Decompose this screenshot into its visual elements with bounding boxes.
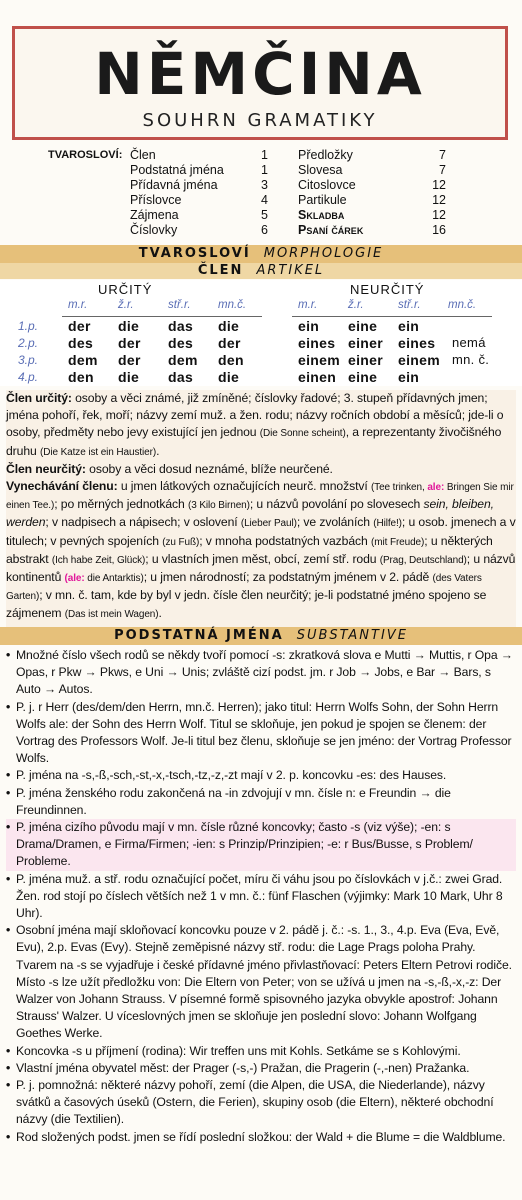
article-cell: ein (398, 318, 420, 334)
example: (Tee trinken, (370, 482, 425, 494)
article-cell: des (168, 335, 194, 351)
band-czech: PODSTATNÁ JMÉNA (114, 628, 284, 643)
rule-item: • P. jména cizího původu mají v mn. čísle různé koncovky; často -s (viz výše); -en: s Drama/Dramen, e Firma/Firmen; -ien: s Prinzip/Prinzipien; -e: r Bus/Busse, s Problem/ Probleme. (6, 819, 516, 871)
case-label: 2.p. (18, 336, 39, 350)
toc-item-page: 1 (261, 163, 268, 177)
section-band-article (0, 263, 522, 279)
toc-item-page: 7 (439, 148, 446, 162)
band-german: ARTIKEL (256, 263, 325, 278)
article-cell: eine (348, 318, 378, 334)
gender-header-definite: m.r. (68, 299, 88, 311)
example: (Das ist mein Wagen) (64, 609, 159, 621)
toc-item-label: Skladba (298, 208, 345, 222)
article-cell: einem (298, 352, 340, 368)
article-cell: dem (168, 352, 198, 368)
article-cell: eine (348, 369, 378, 385)
text: ; u vlastních jmen měst, obcí, zemí stř. rodu (145, 551, 380, 566)
example: (Hilfe!) (373, 518, 402, 530)
gender-header-definite: stř.r. (168, 299, 191, 311)
toc-item-label: Člen (130, 148, 156, 162)
band-german: MORPHOLOGIE (263, 246, 384, 261)
toc-item (130, 163, 280, 178)
text: u jmen látkových označujících neurč. množství (117, 479, 371, 494)
toc-item (298, 193, 458, 208)
text: ; ve zvoláních (296, 515, 374, 530)
article-cell: den (68, 369, 94, 385)
article-cell: des (68, 335, 94, 351)
text: sein, bleiben, werden (6, 497, 494, 530)
article-cell: einen (298, 369, 337, 385)
text: ; u osob. jmenech a v titulech; v pevných spojeních (6, 515, 516, 548)
page-title: NĚMČINA (94, 40, 426, 108)
toc-item (130, 208, 280, 223)
rule-item: • Koncovka -s u příjmení (rodina): Wir treffen uns mit Kohls. Setkáme se s Kohlovými. (6, 1043, 516, 1060)
paragraph (6, 390, 516, 461)
article-cell: die (118, 369, 140, 385)
text: ; u názvů povolání po slovesech (249, 497, 424, 512)
band-czech: TVAROSLOVÍ (138, 246, 251, 261)
toc-item-page: 1 (261, 148, 268, 162)
text: ; v mn. č. tam, kde by byl v jedn. čísle člen neurčitý; je-li podstatné jméno spojeno se zájmenem (6, 588, 487, 621)
text: osoby a věci dosud neznámé, blíže neurčené. (85, 461, 333, 476)
toc-item-page: 4 (261, 193, 268, 207)
rule-item: • Rod složených podst. jmen se řídí poslední složkou: der Wald + die Blume = die Waldblume. (6, 1129, 516, 1146)
rule-item: • Vlastní jména obyvatel měst: der Prager (-s,-) Pražan, die Pragerin (-,-nen) Pražanka. (6, 1060, 516, 1077)
article-cell: das (168, 369, 194, 385)
example-note: ale: (424, 482, 445, 494)
article-table (0, 280, 522, 386)
text: ; u jmen národností; za podstatným jménem v 2. pádě (143, 570, 433, 585)
toc-item (130, 148, 280, 163)
term: Vynechávání členu: (6, 479, 118, 494)
toc-item-page: 3 (261, 178, 268, 192)
rule-item: • P. j. pomnožná: některé názvy pohoří, zemí (die Alpen, die USA, die Niederlande), názvy svátků a časových úseků (Ostern, die Ferien), skupiny osob (die Eltern), některé obchodní názvy (die Textilien). (6, 1077, 516, 1129)
toc-item-label: Příslovce (130, 193, 182, 207)
article-cell: die (218, 369, 240, 385)
toc-item (298, 223, 458, 238)
text: ; v nadpisech a nápisech; v oslovení (45, 515, 241, 530)
example: die Antarktis) (84, 573, 144, 585)
band-german: SUBSTANTIVE (296, 628, 408, 643)
case-label: 3.p. (18, 353, 39, 367)
header-rule (292, 316, 492, 317)
title-frame (12, 26, 508, 140)
article-cell: nemá (452, 335, 486, 350)
article-cell: einem (398, 352, 440, 368)
text: ; po měrných jednotkách (54, 497, 188, 512)
page-subtitle: SOUHRN GRAMATIKY (142, 110, 378, 131)
example: (des Vaters Garten) (6, 573, 482, 603)
band-czech: ČLEN (197, 263, 244, 278)
toc-item (130, 193, 280, 208)
toc-item-page: 6 (261, 223, 268, 237)
rule-item: • Osobní jména mají skloňovací koncovku pouze v 2. pádě j. č.: -s. 1., 3., 4.p. Eva (Eva, Evě, Evu), 2.p. Evas (Evy). Stejně zeměpisné názvy stř. rodu: die Lage Prags poloha Prahy. Tvarem na -s se vyjadřuje i české přídavné jméno přivlastňovací: Peters Eltern Petrovi rodiče. Místo -s lze užít předložku von: Die Eltern von Peter; von se užívá u jmen na -s,-ß,-x,-z: Der Walzer von Johann Strauss. V písemné formě spisovného jazyka obvykle apostrof: Johann Strauss' Walzer. U víceslovných jmen se skloňuje jen poslední slovo: Johann Wolfgang Goethes Werke. (6, 922, 516, 1042)
article-cell: ein (298, 318, 320, 334)
definite-header: URČITÝ (98, 282, 153, 297)
example: (Die Sonne scheint) (259, 428, 346, 440)
rule-item: • Množné číslo všech rodů se někdy tvoří pomocí -s: zkratková slova e Mutti → Muttis, r Opa → Opas, r Pkw → Pkws, e Uni → Unis; zvláště cizí podst. jm. r Job → Jobs, e Bar → Bars, s Auto → Autos. (6, 647, 516, 699)
rule-item: • P. jména muž. a stř. rodu označující počet, míru či váhu jsou po číslovkách v j.č.: zwei Grad. Žen. rod stojí po číslech větších než 1 v mn. č.: fünf Flaschen (výjimky: Mark 10 Mark, Uhr 8 Uhr). (6, 871, 516, 923)
toc-left-column (130, 148, 280, 238)
text: . (158, 606, 162, 621)
article-cell: ein (398, 369, 420, 385)
article-cell: der (118, 352, 141, 368)
toc-item-page: 7 (439, 163, 446, 177)
toc-item-label: Předložky (298, 148, 353, 162)
gender-header-definite: ž.r. (118, 299, 134, 311)
toc-right-column (298, 148, 458, 238)
example: (Prag, Deutschland) (379, 554, 467, 566)
toc-item (298, 178, 458, 193)
table-of-contents (20, 148, 500, 240)
example: Bringen Sie mir einen Tee.) (6, 482, 514, 512)
article-cell: der (68, 318, 91, 334)
toc-item (298, 163, 458, 178)
toc-label: TVAROSLOVÍ: (48, 149, 123, 161)
toc-item-page: 5 (261, 208, 268, 222)
toc-item-page: 12 (432, 193, 446, 207)
gender-header-indefinite: mn.č. (448, 299, 477, 311)
case-label: 1.p. (18, 319, 39, 333)
article-cell: dem (68, 352, 98, 368)
rule-item: • P. j. r Herr (des/dem/den Herrn, mn.č. Herren); jako titul: Herrn Wolfs Sohn, der Sohn Herrn Wolfs ale: der Sohn des Herrn Wolf. Titul se skloňuje, jen pokud je spojen se členem: der Vortrag des Professors Wolf. Je-li titul bez členu, skloňuje se jen jméno: der Vortrag Professor Wolfs. (6, 699, 516, 768)
article-cell: eines (298, 335, 336, 351)
toc-item-label: Slovesa (298, 163, 343, 177)
article-cell: die (118, 318, 140, 334)
example-note: (ale: (64, 573, 85, 585)
indefinite-header: NEURČITÝ (350, 282, 425, 297)
section-band-nouns (0, 627, 522, 645)
nouns-rules-list (6, 647, 516, 1177)
text: ; u některých abstrakt (6, 533, 493, 566)
paragraph (6, 478, 516, 624)
example: (Die Katze ist ein Haustier) (39, 446, 157, 458)
toc-item-label: Číslovky (130, 223, 178, 237)
article-usage-text (6, 390, 516, 627)
text: osoby a věci známé, již zmíněné; číslovky řadové; 3. stupeň přídavných jmen; jména pohoří, řek, moří; názvy zemí muž. a žen. rodu; názvy ročních období a měsíců; jde-li o osoby, předměty nebo jevy existující jen jednou (6, 391, 504, 440)
gender-header-definite: mn.č. (218, 299, 247, 311)
toc-item-label: Citoslovce (298, 178, 356, 192)
header-rule (62, 316, 262, 317)
gender-header-indefinite: stř.r. (398, 299, 421, 311)
example: (Ich habe Zeit, Glück) (51, 554, 146, 566)
case-label: 4.p. (18, 370, 39, 384)
toc-item-page: 12 (432, 178, 446, 192)
example: (mit Freude) (371, 536, 425, 548)
article-cell: die (218, 318, 240, 334)
text: ; u názvů kontinentů (6, 551, 516, 585)
article-cell: einer (348, 352, 383, 368)
article-cell: eines (398, 335, 436, 351)
toc-item (298, 148, 458, 163)
toc-item-page: 16 (432, 223, 446, 237)
article-cell: mn. č. (452, 352, 490, 367)
toc-item-page: 12 (432, 208, 446, 222)
toc-item-label: Podstatná jména (130, 163, 224, 177)
term: Člen neurčitý: (6, 461, 86, 476)
article-cell: der (218, 335, 241, 351)
text: . (156, 443, 160, 458)
example: (zu Fuß) (162, 536, 200, 548)
text: ; v mnoha podstatných vazbách (199, 533, 371, 548)
toc-item-label: Partikule (298, 193, 347, 207)
rule-item: • P. jména ženského rodu zakončená na -in zdvojují v mn. čísle n: e Freundin → die Freundinnen. (6, 785, 516, 819)
term: Člen určitý: (6, 391, 72, 405)
toc-item-label: Zájmena (130, 208, 179, 222)
paragraph (6, 461, 516, 478)
example: (3 Kilo Birnen) (187, 500, 250, 512)
article-cell: das (168, 318, 194, 334)
gender-header-indefinite: m.r. (298, 299, 318, 311)
rule-item: • P. jména na -s,-ß,-sch,-st,-x,-tsch,-tz,-z,-zt mají v 2. p. koncovku -es: des Hauses. (6, 767, 516, 784)
article-cell: der (118, 335, 141, 351)
toc-item (130, 223, 280, 238)
toc-item (130, 178, 280, 193)
toc-item-label: Psaní čárek (298, 223, 364, 237)
toc-item (298, 208, 458, 223)
text: , a reprezentanty živočišného druhu (6, 425, 502, 458)
example: (Lieber Paul) (240, 518, 297, 530)
gender-header-indefinite: ž.r. (348, 299, 364, 311)
article-cell: den (218, 352, 244, 368)
article-cell: einer (348, 335, 383, 351)
section-band-morphology (0, 245, 522, 263)
toc-item-label: Přídavná jména (130, 178, 218, 192)
